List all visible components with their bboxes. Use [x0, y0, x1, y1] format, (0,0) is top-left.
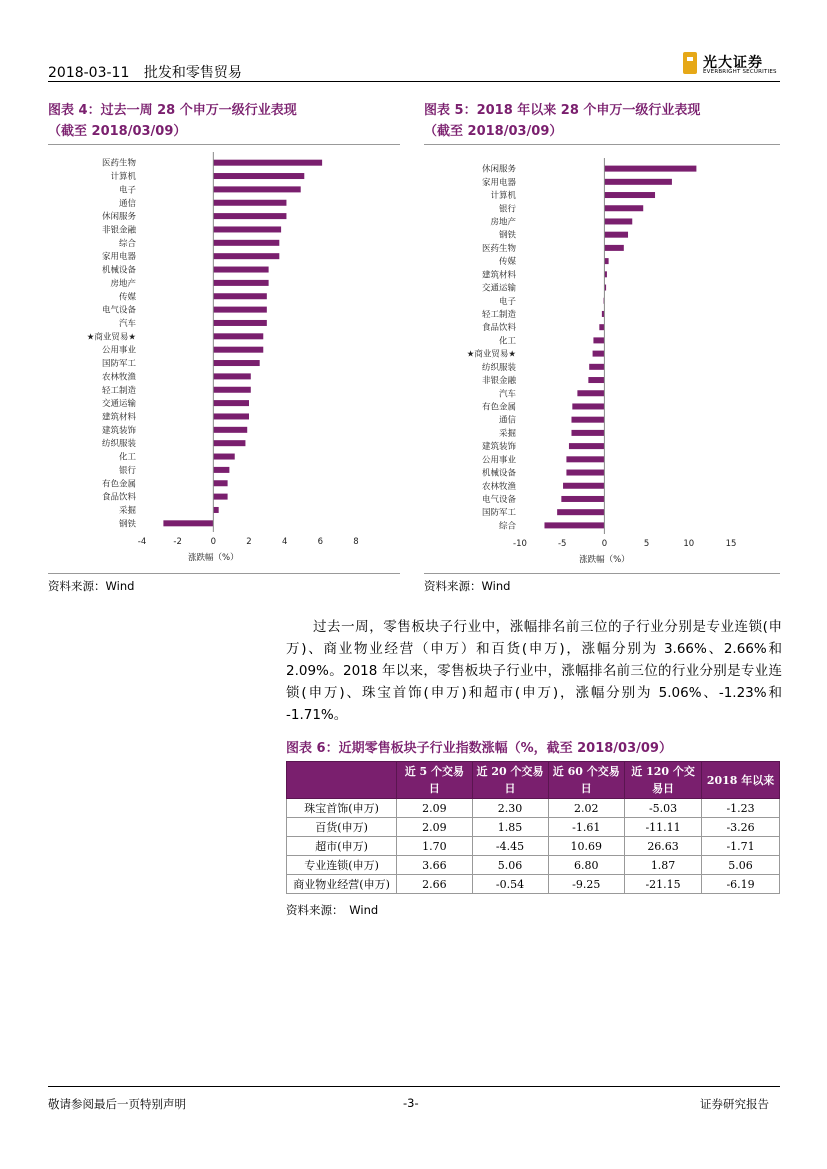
chart-category-label: 轻工制造 — [481, 309, 516, 320]
footer-divider — [48, 1086, 780, 1087]
table-cell: -1.71 — [702, 837, 780, 856]
chart-tick-label: 5 — [643, 539, 650, 549]
chart-category-label: 银行 — [118, 465, 136, 476]
chart-bar — [213, 200, 286, 206]
chart-bar — [213, 494, 227, 500]
table-cell: 2.09 — [397, 799, 472, 818]
chart-category-label: 综合 — [118, 238, 136, 249]
chart-category-label: 综合 — [498, 521, 516, 532]
chart-category-label: 传媒 — [498, 257, 516, 268]
chart-bar — [577, 390, 604, 396]
report-date: 2018-03-11 — [48, 65, 130, 81]
chart-category-label: 食品饮料 — [481, 323, 516, 334]
figure4-bar-chart — [48, 150, 400, 570]
header-divider — [48, 81, 780, 82]
chart-bar — [557, 509, 604, 515]
chart-category-label: 机械设备 — [481, 468, 516, 479]
table-cell: 百货(申万) — [287, 818, 397, 837]
chart-category-label: 机械设备 — [101, 265, 136, 276]
chart-category-label: 休闲服务 — [481, 164, 516, 175]
chart-bar — [593, 337, 604, 343]
logo-mark-icon — [683, 52, 697, 74]
chart-category-label: 食品饮料 — [101, 492, 136, 503]
figure4-title-line2: （截至 2018/03/09） — [48, 124, 187, 139]
figure5-title-line1: 图表 5：2018 年以来 28 个申万一级行业表现 — [424, 103, 701, 118]
chart-category-label: 医药生物 — [481, 243, 516, 254]
table-cell: 3.66 — [397, 856, 472, 875]
chart-bar — [213, 320, 266, 326]
chart-category-label: 钢铁 — [118, 519, 136, 530]
chart-bar — [604, 245, 623, 251]
chart-bar — [163, 520, 213, 526]
footer-report-type: 证券研究报告 — [700, 1097, 769, 1111]
chart-category-label: 银行 — [498, 204, 516, 215]
table6-header-cell: 近 120 个交易日 — [625, 762, 702, 799]
chart-bar — [213, 360, 259, 366]
chart-bar — [544, 522, 604, 528]
chart-bar — [213, 240, 279, 246]
chart-bar — [572, 403, 604, 409]
table-cell: 商业物业经营(申万) — [287, 875, 397, 894]
figure5-title-line2: （截至 2018/03/09） — [424, 124, 563, 139]
chart-category-label: 国防军工 — [101, 359, 136, 370]
table-cell: -4.45 — [472, 837, 548, 856]
chart-category-label: 汽车 — [118, 318, 136, 329]
chart-tick-label: 10 — [683, 539, 695, 549]
table-cell: -1.61 — [548, 818, 625, 837]
chart-category-label: 化工 — [498, 336, 516, 347]
table6-header-cell: 近 20 个交易日 — [472, 762, 548, 799]
chart-category-label: 电气设备 — [101, 305, 136, 316]
table-cell: 5.06 — [702, 856, 780, 875]
chart-category-label: 国防军工 — [481, 508, 516, 519]
table6 — [286, 761, 780, 894]
chart-bar — [561, 496, 604, 502]
chart-category-label: 休闲服务 — [101, 212, 136, 223]
chart-bar — [571, 417, 604, 423]
chart-category-label: 钢铁 — [498, 230, 516, 241]
chart-bar — [593, 351, 605, 357]
chart-bar — [569, 443, 604, 449]
chart-x-axis-label: 涨跌幅（%） — [579, 555, 630, 565]
chart-bar — [571, 430, 604, 436]
chart-category-label: 轻工制造 — [101, 385, 136, 396]
table-cell: -5.03 — [625, 799, 702, 818]
chart-tick-label: -2 — [173, 537, 182, 547]
chart-bar — [604, 218, 632, 224]
table-cell: 1.85 — [472, 818, 548, 837]
chart-tick-label: 0 — [210, 537, 217, 547]
chart-category-label: 交通运输 — [101, 399, 136, 410]
chart-tick-label: -5 — [557, 539, 567, 549]
table-row — [287, 799, 780, 818]
chart-category-label: 家用电器 — [481, 177, 516, 188]
chart-tick-label: 2 — [246, 537, 252, 547]
logo-name-en: EVERBRIGHT SECURITIES — [703, 69, 777, 75]
chart-bar — [213, 213, 286, 219]
chart-bar — [213, 413, 249, 419]
chart-bar — [213, 226, 281, 232]
table-cell: -0.54 — [472, 875, 548, 894]
chart-bar — [213, 387, 250, 393]
chart-bar — [213, 480, 227, 486]
chart-category-label: 有色金属 — [101, 479, 136, 490]
chart-tick-label: 0 — [601, 539, 608, 549]
chart-bar — [213, 467, 229, 473]
chart-category-label: 传媒 — [118, 292, 136, 303]
chart-bar — [566, 470, 604, 476]
chart-bar — [213, 307, 266, 313]
figure5-bar-chart — [424, 150, 780, 570]
table-cell: -21.15 — [625, 875, 702, 894]
chart-tick-label: 8 — [353, 537, 359, 547]
chart-bar — [599, 324, 604, 330]
table-cell: -3.26 — [702, 818, 780, 837]
chart-category-label: 农林牧渔 — [481, 481, 516, 492]
chart-category-label: 电子 — [118, 185, 136, 196]
chart-bar — [604, 205, 643, 211]
table-cell: 10.69 — [548, 837, 625, 856]
table-cell: 26.63 — [625, 837, 702, 856]
chart-category-label: 采掘 — [498, 428, 516, 439]
chart-tick-label: 6 — [317, 537, 324, 547]
table6-title: 图表 6：近期零售板块子行业指数涨幅（%，截至 2018/03/09） — [286, 741, 672, 756]
chart-category-label: 建筑装饰 — [101, 425, 136, 436]
chart-bar — [604, 258, 608, 264]
chart-category-label: 计算机 — [490, 191, 516, 202]
table-cell: 1.70 — [397, 837, 472, 856]
chart-category-label: 建筑装饰 — [481, 442, 516, 453]
figure5-bottom-rule — [424, 573, 780, 574]
table-row — [287, 875, 780, 894]
chart-bar — [213, 267, 268, 273]
chart-bar — [213, 173, 304, 179]
table-cell: 5.06 — [472, 856, 548, 875]
chart-bar — [563, 483, 604, 489]
report-industry: 批发和零售贸易 — [143, 65, 242, 81]
chart-category-label: 公用事业 — [101, 345, 136, 356]
chart-bar — [604, 179, 672, 185]
chart-category-label: 通信 — [498, 415, 516, 426]
logo-name-cn: 光大证券 — [703, 55, 763, 71]
chart-category-label: 非银金融 — [101, 225, 136, 236]
chart-bar — [213, 454, 234, 460]
table-cell: -6.19 — [702, 875, 780, 894]
table-cell: 超市(申万) — [287, 837, 397, 856]
chart-category-label: 通信 — [118, 198, 136, 209]
chart-bar — [588, 377, 604, 383]
chart-bar — [604, 232, 628, 238]
figure5-source: 资料来源：Wind — [424, 579, 511, 593]
chart-bar — [213, 400, 249, 406]
chart-category-label: ★商业贸易★ — [86, 332, 136, 343]
table-cell: 专业连锁(申万) — [287, 856, 397, 875]
chart-category-label: 建筑材料 — [481, 270, 516, 281]
body-paragraph: 过去一周，零售板块子行业中，涨幅排名前三位的子行业分别是专业连锁(申万)、商业物业经营（申万）和百货(申万)，涨幅分别为 3.66%、2.66%和 2.09%。2018 年以来，零售板块子行业中，涨幅排名前三位的行业分别是专业连锁(申万)、珠宝首饰(申万)和超市(申万)，涨幅分别为 5.06%、-1.23%和 -1.71%。 — [286, 619, 782, 723]
chart-bar — [213, 280, 268, 286]
chart-category-label: 电子 — [498, 296, 516, 307]
figure4-bottom-rule — [48, 573, 400, 574]
chart-category-label: 家用电器 — [101, 252, 136, 263]
chart-bar — [589, 364, 604, 370]
table-row — [287, 818, 780, 837]
table6-header-cell: 2018 年以来 — [702, 762, 780, 799]
chart-bar — [213, 507, 218, 513]
chart-category-label: 电气设备 — [481, 494, 516, 505]
table-row — [287, 856, 780, 875]
table6-header-row — [287, 762, 780, 799]
page-number: -3- — [403, 1096, 419, 1110]
chart-bar — [213, 373, 250, 379]
chart-x-axis-label: 涨跌幅（%） — [188, 553, 239, 563]
company-logo — [683, 52, 783, 78]
figure5-title — [424, 100, 700, 142]
chart-tick-label: -4 — [137, 537, 147, 547]
table-row — [287, 837, 780, 856]
table-cell: -11.11 — [625, 818, 702, 837]
chart-category-label: 非银金融 — [481, 376, 516, 387]
table-cell: 2.02 — [548, 799, 625, 818]
chart-category-label: 纺织服装 — [101, 439, 136, 450]
chart-bar — [604, 166, 696, 172]
chart-category-label: ★商业贸易★ — [466, 349, 516, 360]
chart-category-label: 农林牧渔 — [101, 372, 136, 383]
table-cell: -1.23 — [702, 799, 780, 818]
table-cell: 2.09 — [397, 818, 472, 837]
chart-bar — [213, 440, 245, 446]
table-cell: 珠宝首饰(申万) — [287, 799, 397, 818]
chart-bar — [213, 186, 300, 192]
page-header — [48, 62, 242, 82]
chart-category-label: 汽车 — [498, 389, 516, 400]
chart-tick-label: 4 — [281, 537, 288, 547]
chart-category-label: 交通运输 — [481, 283, 516, 294]
chart-bar — [213, 427, 247, 433]
table-cell: 2.66 — [397, 875, 472, 894]
chart-category-label: 房地产 — [490, 217, 516, 228]
chart-category-label: 医药生物 — [101, 158, 136, 169]
chart-bar — [213, 347, 263, 353]
chart-bar — [604, 192, 655, 198]
table-cell: 2.30 — [472, 799, 548, 818]
figure4-source: 资料来源：Wind — [48, 579, 135, 593]
chart-bar — [213, 333, 263, 339]
table6-header-cell: 近 5 个交易日 — [397, 762, 472, 799]
chart-category-label: 房地产 — [110, 278, 136, 289]
chart-category-label: 纺织服装 — [481, 362, 516, 373]
chart-tick-label: -10 — [513, 539, 527, 549]
chart-category-label: 有色金属 — [481, 402, 516, 413]
chart-tick-label: 15 — [725, 539, 737, 549]
table6-header-cell: 近 60 个交易日 — [548, 762, 625, 799]
table6-header-cell — [287, 762, 397, 799]
chart-category-label: 计算机 — [110, 172, 136, 183]
table-cell: 1.87 — [625, 856, 702, 875]
figure4-top-rule — [48, 144, 400, 145]
chart-category-label: 采掘 — [118, 505, 136, 516]
chart-bar — [213, 293, 266, 299]
table-cell: 6.80 — [548, 856, 625, 875]
chart-bar — [566, 456, 604, 462]
footer-disclaimer: 敬请参阅最后一页特别声明 — [48, 1097, 186, 1111]
table6-source: 资料来源： Wind — [286, 903, 379, 917]
chart-category-label: 建筑材料 — [101, 412, 136, 423]
chart-category-label: 公用事业 — [481, 455, 516, 466]
chart-category-label: 化工 — [118, 452, 136, 463]
chart-bar — [213, 253, 279, 259]
figure5-top-rule — [424, 144, 780, 145]
figure4-title — [48, 100, 297, 142]
table-cell: -9.25 — [548, 875, 625, 894]
figure4-title-line1: 图表 4：过去一周 28 个申万一级行业表现 — [48, 103, 297, 118]
chart-bar — [213, 160, 322, 166]
